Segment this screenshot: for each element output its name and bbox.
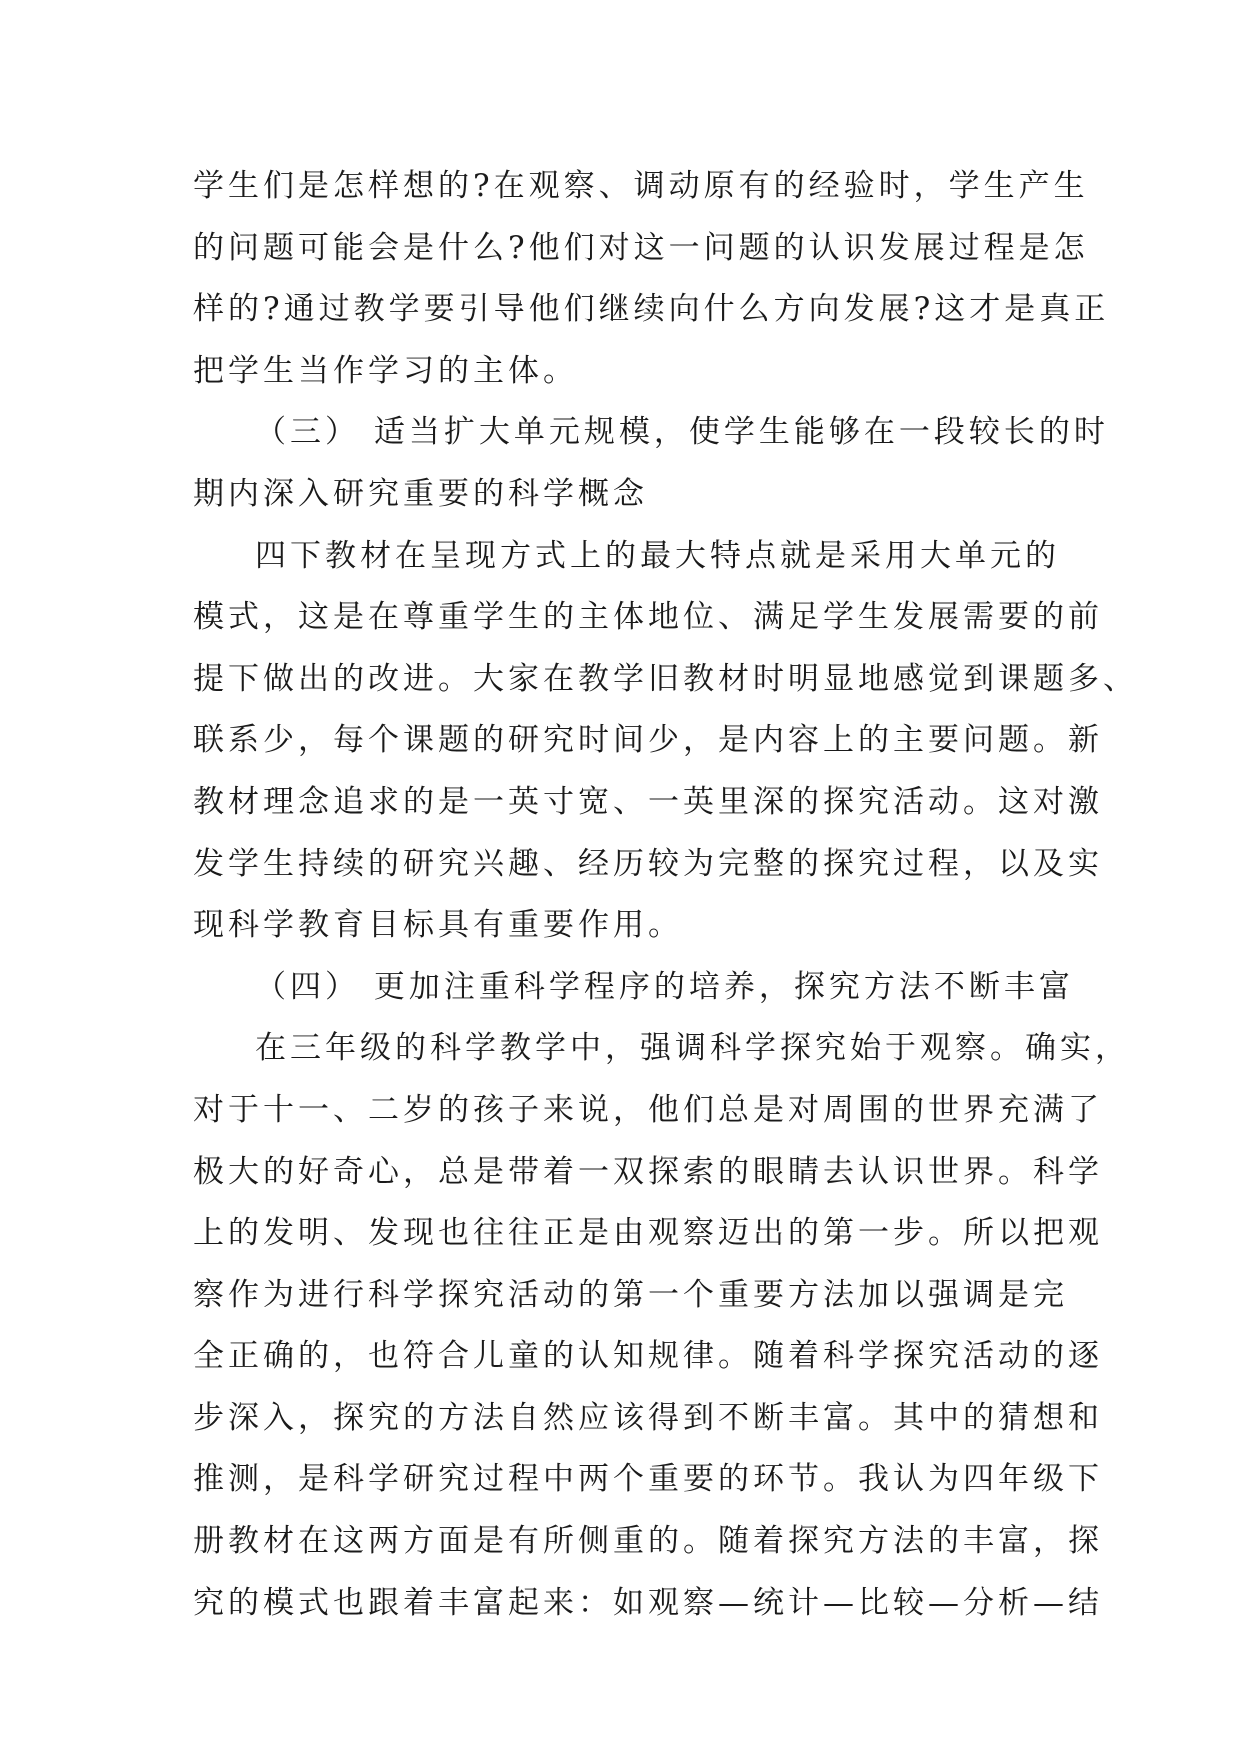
text-line: 的问题可能会是什么?他们对这一问题的认识发展过程是怎 — [193, 229, 1089, 266]
text-line: 极大的好奇心，总是带着一双探索的眼睛去认识世界。科学 — [193, 1153, 1103, 1190]
text-line: 究的模式也跟着丰富起来：如观察—统计—比较—分析—结 — [193, 1584, 1103, 1621]
text-line: 步深入，探究的方法自然应该得到不断丰富。其中的猜想和 — [193, 1399, 1103, 1436]
text-line: 全正确的，也符合儿童的认知规律。随着科学探究活动的逐 — [193, 1338, 1103, 1375]
text-line: 样的?通过教学要引导他们继续向什么方向发展?这才是真正 — [193, 291, 1110, 328]
text-line: 联系少，每个课题的研究时间少，是内容上的主要问题。新 — [193, 722, 1103, 759]
text-line: 对于十一、二岁的孩子来说，他们总是对周围的世界充满了 — [193, 1091, 1103, 1128]
text-line: 现科学教育目标具有重要作用。 — [193, 907, 683, 944]
text-line: 期内深入研究重要的科学概念 — [193, 475, 648, 512]
text-line: 教材理念追求的是一英寸宽、一英里深的探究活动。这对激 — [193, 783, 1103, 820]
text-line: 册教材在这两方面是有所侧重的。随着探究方法的丰富，探 — [193, 1523, 1103, 1560]
text-line: 发学生持续的研究兴趣、经历较为完整的探究过程，以及实 — [193, 845, 1103, 882]
text-line: 把学生当作学习的主体。 — [193, 352, 578, 389]
text-line: （四） 更加注重科学程序的培养，探究方法不断丰富 — [255, 968, 1074, 1005]
text-line: 推测，是科学研究过程中两个重要的环节。我认为四年级下 — [193, 1461, 1103, 1498]
document-body — [193, 156, 1138, 1634]
text-line: 模式，这是在尊重学生的主体地位、满足学生发展需要的前 — [193, 599, 1103, 636]
text-line: （三） 适当扩大单元规模，使学生能够在一段较长的时 — [255, 414, 1109, 451]
text-line: 在三年级的科学教学中，强调科学探究始于观察。确实， — [255, 1030, 1130, 1067]
text-line: 提下做出的改进。大家在教学旧教材时明显地感觉到课题多、 — [193, 660, 1138, 697]
text-line: 四下教材在呈现方式上的最大特点就是采用大单元的 — [255, 537, 1060, 574]
text-line: 上的发明、发现也往往正是由观察迈出的第一步。所以把观 — [193, 1215, 1103, 1252]
text-line: 察作为进行科学探究活动的第一个重要方法加以强调是完 — [193, 1276, 1068, 1313]
text-line: 学生们是怎样想的?在观察、调动原有的经验时，学生产生 — [193, 168, 1089, 204]
